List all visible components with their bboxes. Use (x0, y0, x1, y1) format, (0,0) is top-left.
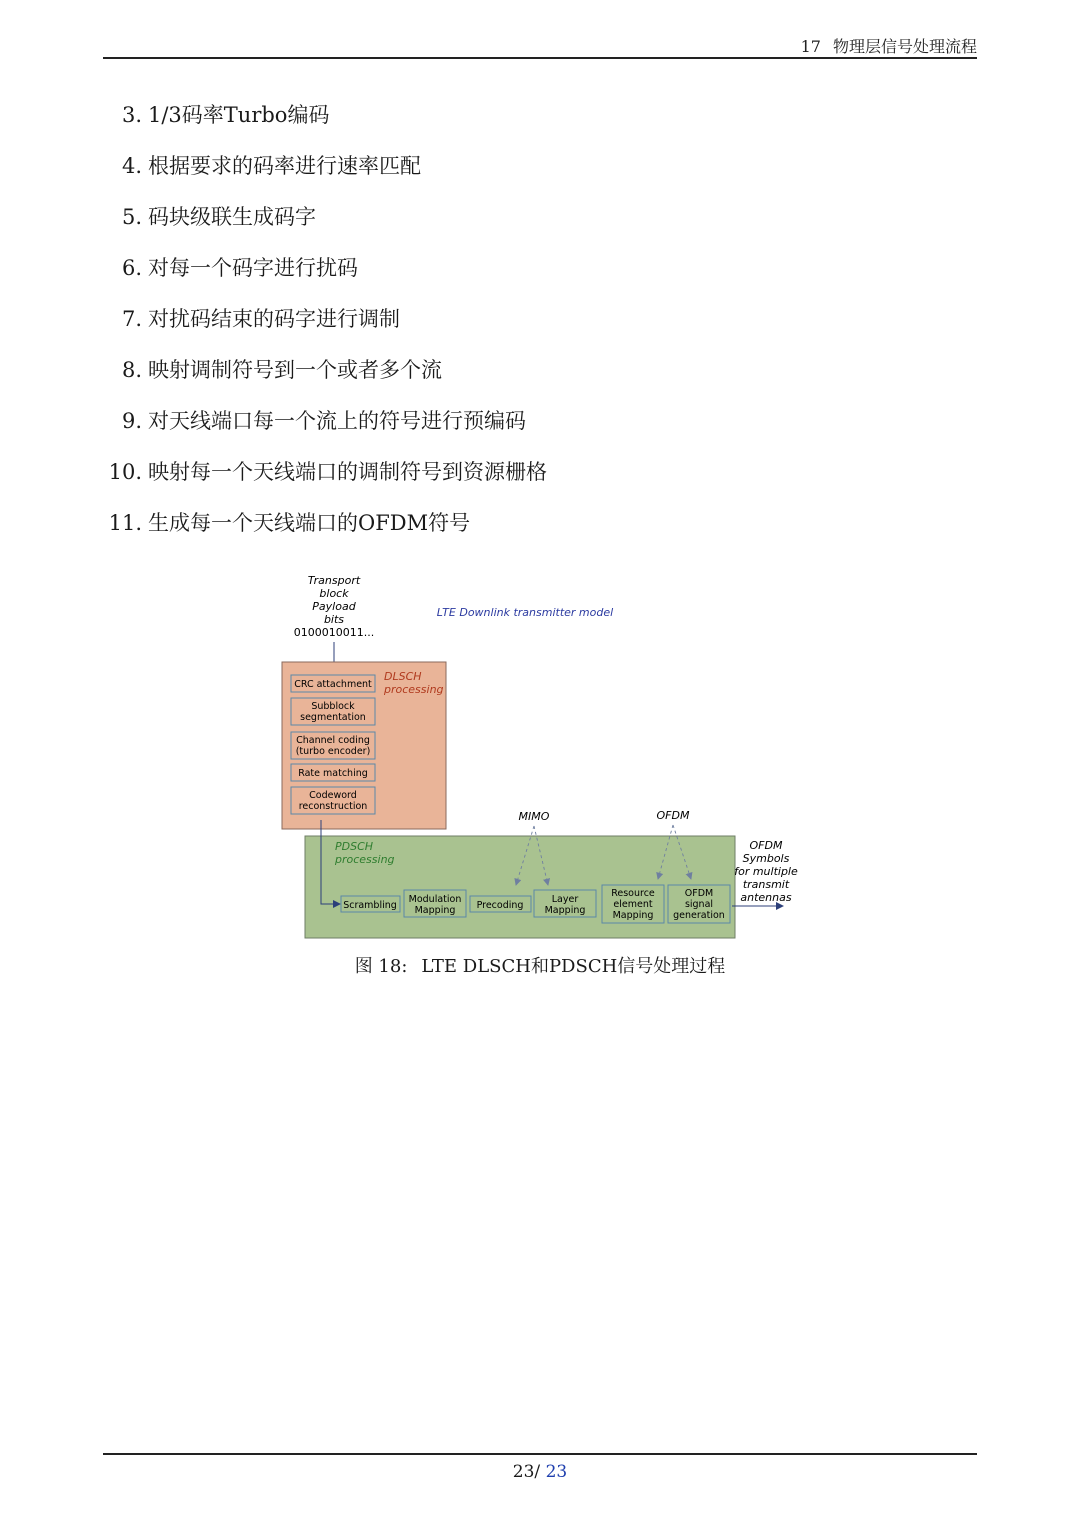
list-item: 7. 对扰码结束的码字进行调制 (121, 307, 400, 331)
current-page: 23/ (512, 1462, 541, 1482)
svg-text:segmentation: segmentation (300, 712, 366, 723)
dlsch-box-channel-coding (291, 732, 375, 759)
svg-text:Codeword: Codeword (309, 790, 357, 801)
svg-text:transmit: transmit (742, 878, 790, 891)
caption-text: LTE DLSCH和PDSCH信号处理过程 (421, 956, 726, 977)
svg-text:Transport: Transport (307, 574, 361, 587)
svg-text:element: element (613, 899, 653, 910)
page-number (0, 1462, 1080, 1482)
svg-text:for multiple: for multiple (734, 865, 798, 878)
list-item: 5. 码块级联生成码字 (121, 205, 316, 229)
svg-text:antennas: antennas (740, 891, 792, 904)
caption-label: 图 18: (354, 956, 408, 977)
svg-text:Channel coding: Channel coding (296, 735, 370, 746)
list-item: 9. 对天线端口每一个流上的符号进行预编码 (121, 409, 526, 433)
svg-text:Precoding: Precoding (476, 900, 524, 911)
svg-text:block: block (319, 587, 349, 600)
list-item: 10. 映射每一个天线端口的调制符号到资源栅格 (108, 460, 547, 484)
svg-text:signal: signal (684, 899, 714, 910)
svg-text:Payload: Payload (312, 600, 356, 613)
svg-text:Modulation: Modulation (408, 894, 462, 905)
svg-text:Layer: Layer (551, 894, 579, 905)
svg-text:Mapping: Mapping (612, 910, 654, 921)
diagram-svg (280, 570, 800, 942)
svg-text:(turbo encoder): (turbo encoder) (295, 746, 371, 757)
svg-text:Rate matching: Rate matching (298, 768, 368, 779)
list-item: 3. 1/3码率Turbo编码 (121, 103, 330, 127)
running-header (103, 34, 977, 58)
footer-rule (103, 1453, 977, 1455)
ofdm-label: OFDM (656, 809, 690, 822)
svg-text:reconstruction: reconstruction (298, 801, 368, 812)
list-item: 6. 对每一个码字进行扰码 (121, 256, 358, 280)
pdsch-label: processing (335, 853, 395, 866)
svg-text:Mapping: Mapping (414, 905, 456, 916)
svg-text:Mapping: Mapping (544, 905, 586, 916)
total-pages-link[interactable]: 23 (545, 1462, 568, 1482)
model-title: LTE Downlink transmitter model (436, 606, 614, 619)
list-item: 4. 根据要求的码率进行速率匹配 (121, 154, 421, 178)
svg-text:generation: generation (673, 910, 725, 921)
list-item: 8. 映射调制符号到一个或者多个流 (121, 358, 442, 382)
output-label (734, 839, 798, 904)
dlsch-label: processing (384, 683, 444, 696)
chapter-number: 17 (800, 37, 821, 56)
list-item: 11. 生成每一个天线端口的OFDM符号 (108, 511, 471, 535)
mimo-label: MIMO (518, 810, 550, 823)
pdsch-label: PDSCH (335, 840, 374, 853)
header-rule (103, 57, 977, 59)
svg-text:Subblock: Subblock (311, 701, 355, 712)
svg-text:CRC attachment: CRC attachment (294, 679, 372, 690)
svg-text:0100010011...: 0100010011... (293, 626, 375, 639)
lte-transmitter-diagram (280, 570, 800, 942)
svg-text:Scrambling: Scrambling (343, 900, 397, 911)
svg-text:Resource: Resource (611, 888, 655, 899)
svg-text:bits: bits (323, 613, 345, 626)
svg-text:Symbols: Symbols (742, 852, 790, 865)
dlsch-label: DLSCH (384, 670, 422, 683)
figure-caption (0, 952, 1080, 978)
svg-text:OFDM: OFDM (684, 888, 714, 899)
input-label (294, 574, 374, 639)
chapter-title: 物理层信号处理流程 (832, 37, 977, 56)
svg-text:OFDM: OFDM (749, 839, 783, 852)
